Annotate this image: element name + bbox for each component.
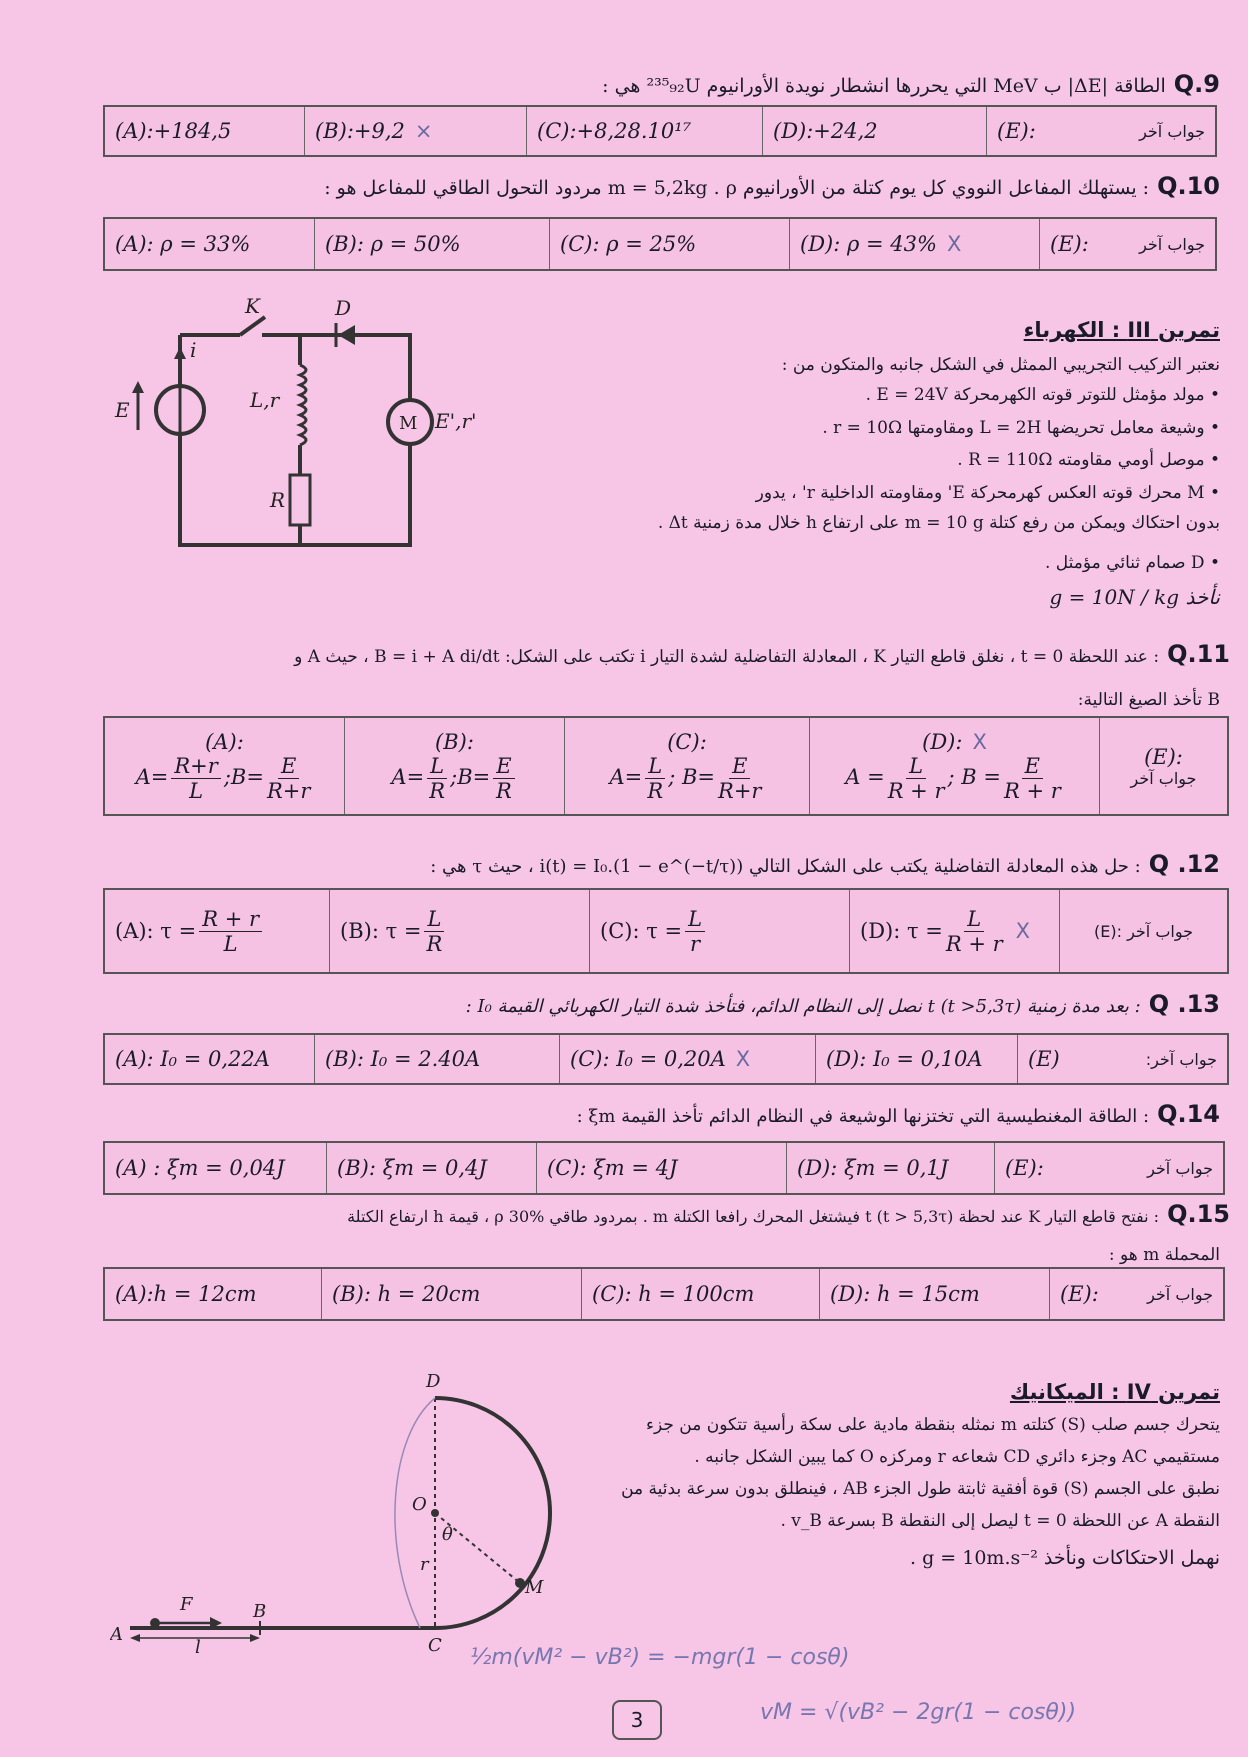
q9-option-e[interactable]: (E): جواب آخر [997,119,1205,143]
label-r: R [270,488,286,512]
label-lr: L,r [250,388,280,412]
q9-option-a[interactable]: (A):+184,5 [105,107,305,155]
q11-option-a[interactable]: (A): A= $\frac{R+r}{L}$ ;B= $\frac{E}{R+r}$ [105,718,345,814]
q9-option-c[interactable]: (C):+8,28.10¹⁷ [527,107,763,155]
q11-option-c[interactable]: (C): A= $\frac{L}{R}$ ; B= $\frac{E}{R+r}$ [565,718,810,814]
ex3-line: بدون احتكاك ويمكن من رفع كتلة m = 10 g على ارتفاع h خلال مدة زمنية Δt . [657,513,1220,533]
q13-statement: Q .13: بعد مدة زمنية t (t >5,3τ) نصل إلى النظام الدائم، فتأخذ شدة التيار الكهربائي القيمة I₀ : [465,990,1220,1018]
q13-options [103,1033,1229,1085]
center-o-marker [431,1509,439,1517]
label-m-point: M [525,1577,544,1598]
q15-statement-2: المحملة m هو : [1108,1245,1220,1265]
q12-option-d[interactable]: (D): τ = $\frac{L}{R + r}$ X [850,890,1060,972]
q9-option-d[interactable]: (D):+24,2 [763,107,987,155]
resistor-icon [290,475,310,525]
label-o-point: O [412,1494,427,1515]
q14-option-a[interactable]: (A) : ξm = 0,04J [105,1143,327,1193]
ex3-line: نأخذ g = 10N / kg [1049,585,1220,609]
q9-option-b[interactable]: (B):+9,2 × [305,107,527,155]
label-d: D [335,296,352,320]
point-m-marker [515,1578,525,1588]
q10-statement: Q.10: يستهلك المفاعل النووي كل يوم كتلة من الأورانيوم m = 5,2kg . ρ مردود التحول الطاقي للمفاعل هو : [324,172,1220,200]
q13-option-b[interactable]: (B): I₀ = 2.40A [315,1035,560,1083]
label-a-point: A [110,1624,123,1645]
q15-option-e[interactable]: (E): جواب آخر [1060,1282,1213,1306]
label-b-point: B [253,1601,267,1622]
q14-option-d[interactable]: (D): ξm = 0,1J [787,1143,995,1193]
q11-statement: Q.11: عند اللحظة t = 0 ، نغلق قاطع التيار K ، المعادلة التفاضلية لشدة التيار i تكتب على الشكل: B = i + A di/dt ، حيث A و [294,640,1230,668]
label-d-point: D [426,1371,441,1392]
q14-option-e[interactable]: (E): جواب آخر [1005,1156,1213,1180]
q10-option-e[interactable]: (E): جواب آخر [1050,232,1205,256]
q10-option-b[interactable]: (B): ρ = 50% [315,219,550,269]
q12-option-c[interactable]: (C): τ = $\frac{L}{r}$ [590,890,850,972]
q14-option-c[interactable]: (C): ξm = 4J [537,1143,787,1193]
label-theta: θ [442,1524,453,1545]
q13-option-c[interactable]: (C): I₀ = 0,20A X [560,1035,816,1083]
handwritten-note: ½m(vM² − vB²) = −mgr(1 − cosθ) [470,1645,850,1670]
label-i: i [190,338,197,362]
ex4-line: نطبق على الجسم (S) قوة أفقية ثابتة طول الجزء AB ، فينطلق بدون سرعة بدئية من [621,1479,1220,1499]
q12-statement: Q .12: حل هذه المعادلة التفاضلية يكتب على الشكل التالي i(t) = I₀.(1 − e^(−t/τ)) ، حيث τ هي : [430,850,1220,878]
q11-option-d[interactable]: (D): X A = $\frac{L}{R + r}$ ; B = $\frac{E}{R + r}$ [810,718,1100,814]
label-e: E [115,398,130,422]
q15-option-d[interactable]: (D): h = 15cm [820,1269,1050,1319]
q14-statement: Q.14: الطاقة المغنطيسية التي تختزنها الوشيعة في النظام الدائم تأخذ القيمة ξm : [576,1100,1220,1128]
switch-k-icon [240,317,265,335]
ex4-line: نهمل الاحتكاكات ونأخذ g = 10m.s⁻² . [910,1547,1220,1569]
circuit-diagram [110,295,490,585]
ex3-line: • موصل أومي مقاومته R = 110Ω . [957,450,1220,470]
current-arrow-icon [174,347,186,359]
q10-option-c[interactable]: (C): ρ = 25% [550,219,790,269]
ex3-line: • وشيعة معامل تحريضها L = 2H ومقاومتها r = 10Ω . [822,418,1220,438]
q9-statement: Q.9الطاقة |ΔE| ب MeV التي يحررها انشطار نويدة الأورانيوم ²³⁵₉₂U هي : [602,70,1220,98]
q11-formula-a: A= $\frac{R+r}{L}$ ;B= $\frac{E}{R+r}$ [135,753,311,803]
label-k: K [245,295,260,318]
ex4-line: النقطة A عن اللحظة t = 0 ليصل إلى النقطة B بسرعة v_B . [780,1511,1220,1531]
q12-option-e[interactable]: جواب آخر :(E) [1094,921,1193,941]
q11-option-e[interactable]: (E): جواب آخر [1130,744,1197,788]
ex3-line: • D صمام ثنائي مؤمثل . [1044,553,1220,573]
q11-formula-b: A= $\frac{L}{R}$ ;B= $\frac{E}{R}$ [391,754,517,803]
q15-option-b[interactable]: (B): h = 20cm [322,1269,582,1319]
q10-option-a[interactable]: (A): ρ = 33% [105,219,315,269]
q10-option-d[interactable]: (D): ρ = 43% X [790,219,1040,269]
q15-options [103,1267,1225,1321]
coil-icon [300,365,306,445]
label-er: E',r' [435,409,477,433]
q12-option-a[interactable]: (A): τ = $\frac{R + r}{L}$ [105,890,330,972]
q9-options [103,105,1217,157]
q11-option-b[interactable]: (B): A= $\frac{L}{R}$ ;B= $\frac{E}{R}$ [345,718,565,814]
q13-option-e[interactable]: (E) جواب آخر: [1028,1047,1217,1071]
ex3-line: • M محرك قوته العكس كهرمحركة E' ومقاومته الداخلية r' ، يدور [755,483,1220,503]
q11-statement-2: B تأخذ الصيغ التالية: [1077,690,1220,710]
label-length: l [195,1637,201,1655]
q12-option-b[interactable]: (B): τ = $\frac{L}{R}$ [330,890,590,972]
q15-option-a[interactable]: (A):h = 12cm [105,1269,322,1319]
diode-icon [336,323,355,347]
exercise-4-title: تمرين IV : الميكانيك [1009,1380,1220,1404]
exercise-3-title: تمرين III : الكهرباء [1023,318,1220,342]
handwritten-note: vM = √(vB² − 2gr(1 − cosθ)) [760,1700,1077,1725]
ex3-line: • مولد مؤمثل للتوتر قوته الكهرمحركة E = 24V . [865,385,1220,405]
label-c-point: C [428,1635,442,1655]
q11-formula-c: A= $\frac{L}{R}$ ; B= $\frac{E}{R+r}$ [609,753,762,803]
q13-option-d[interactable]: (D): I₀ = 0,10A [816,1035,1018,1083]
label-m: M [399,413,418,434]
mechanics-diagram [110,1355,570,1655]
ex3-line: نعتبر التركيب التجريبي الممثل في الشكل جانبه والمتكون من : [781,355,1220,375]
q15-statement: Q.15: نفتح قاطع التيار K عند لحظة t (t > 5,3τ) فيشتغل المحرك رافعا الكتلة m . بمردود طاقي ρ 30% ، قيمة h ارتفاع الكتلة [347,1200,1230,1228]
q12-options [103,888,1229,974]
page-number: 3 [612,1700,662,1740]
q11-formula-d: A = $\frac{L}{R + r}$ ; B = $\frac{E}{R + r}$ [845,753,1061,803]
q14-option-b[interactable]: (B): ξm = 0,4J [327,1143,537,1193]
ex4-line: يتحرك جسم صلب (S) كتلته m نمثله بنقطة مادية على سكة رأسية تتكون من جزء [646,1415,1220,1435]
q13-option-a[interactable]: (A): I₀ = 0,22A [105,1035,315,1083]
q10-options [103,217,1217,271]
q14-options [103,1141,1225,1195]
ex4-line: مستقيمي AC وجزء دائري CD شعاعه r ومركزه O كما يبين الشكل جانبه . [694,1447,1220,1467]
label-radius: r [420,1554,429,1575]
q15-option-c[interactable]: (C): h = 100cm [582,1269,820,1319]
label-force: F [180,1594,193,1615]
q11-options [103,716,1229,816]
